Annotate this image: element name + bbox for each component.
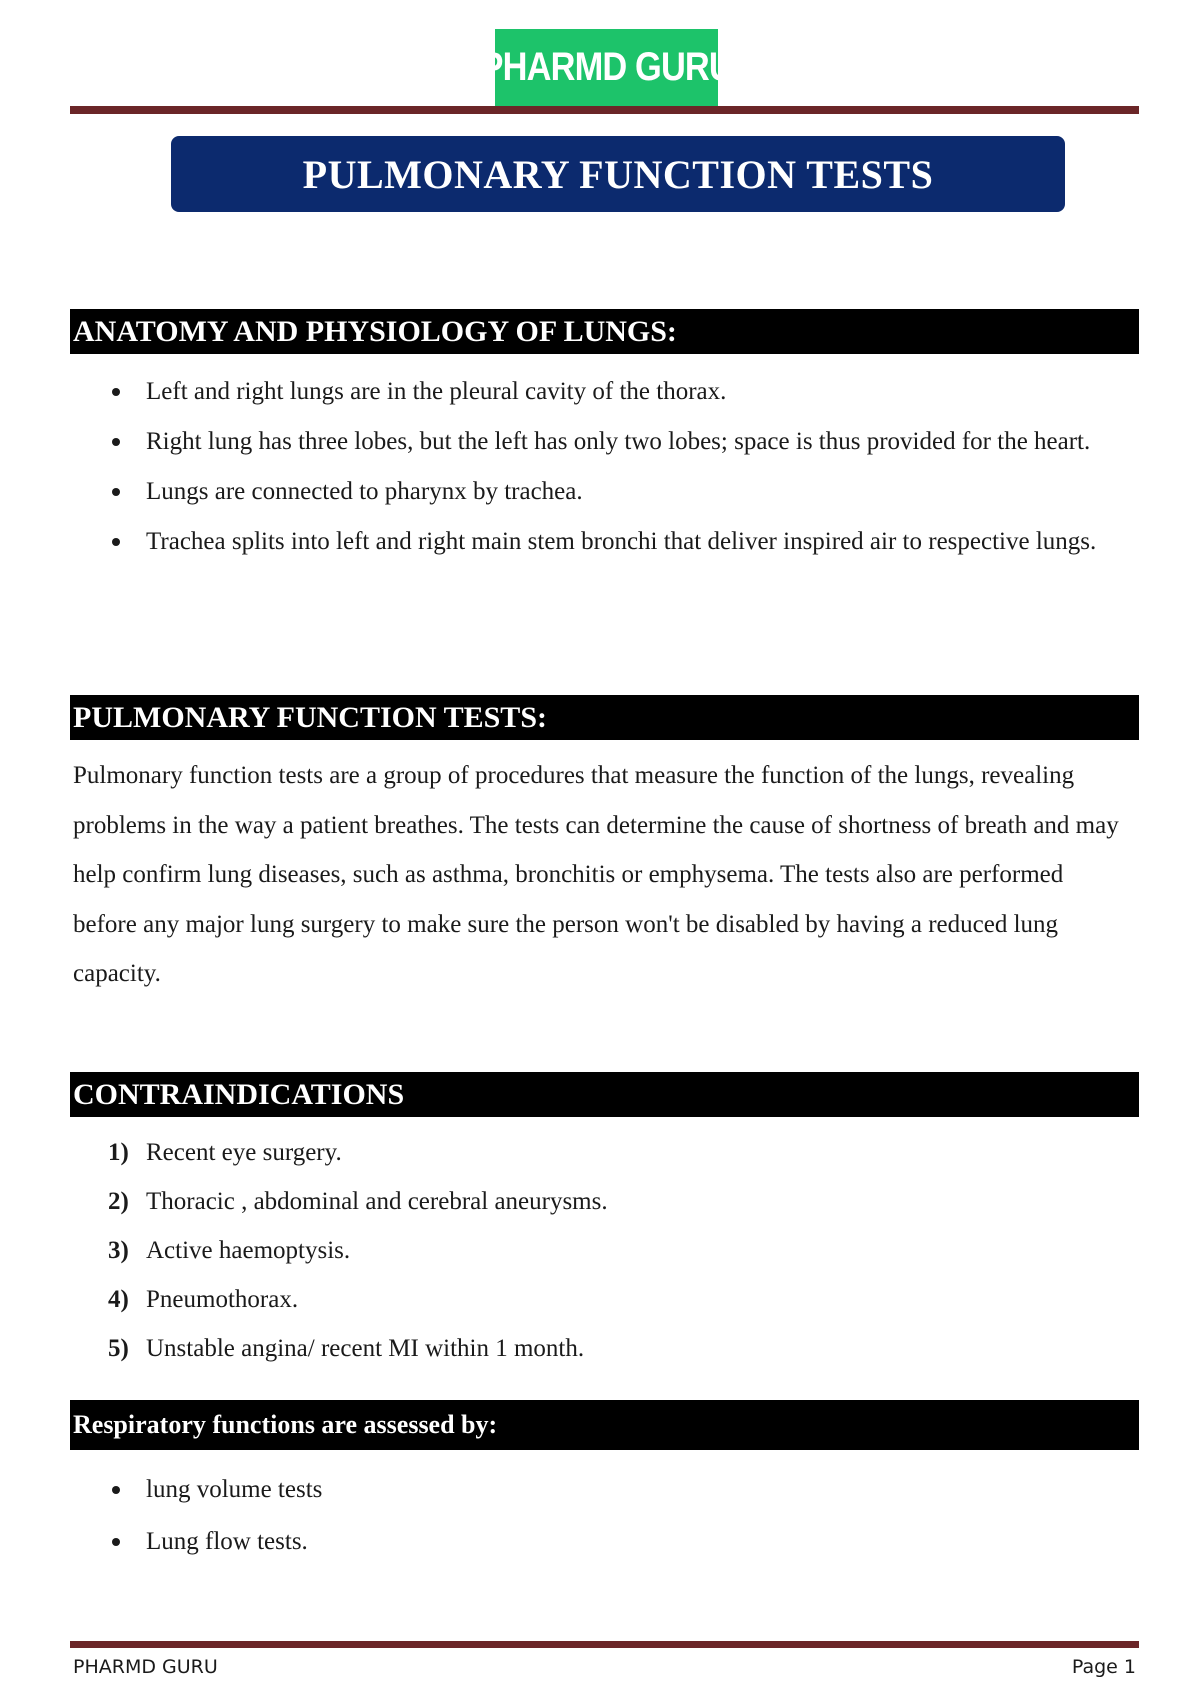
list-item: Lungs are connected to pharynx by trachea. [70, 467, 1139, 516]
footer-rule [70, 1641, 1139, 1648]
respiratory-list [70, 1465, 1139, 1569]
logo-text: PHARMD GURU [480, 45, 733, 89]
section-heading-anatomy: ANATOMY AND PHYSIOLOGY OF LUNGS: [70, 309, 1139, 354]
footer-brand: PHARMD GURU [73, 1656, 218, 1678]
item-number: 5) [108, 1335, 129, 1362]
item-text: Active haemoptysis. [146, 1237, 351, 1264]
item-text: Unstable angina/ recent MI within 1 month. [146, 1335, 585, 1362]
item-number: 2) [108, 1188, 129, 1215]
list-item: Right lung has three lobes, but the left has only two lobes; space is thus provided for the heart. [70, 417, 1139, 466]
list-item [70, 1226, 1139, 1275]
list-item: Lung flow tests. [70, 1517, 1139, 1566]
item-text: Recent eye surgery. [146, 1139, 342, 1166]
page-title: PULMONARY FUNCTION TESTS [171, 136, 1065, 212]
item-number: 1) [108, 1139, 129, 1166]
section-heading-pft: PULMONARY FUNCTION TESTS: [70, 695, 1139, 740]
list-item [70, 1324, 1139, 1373]
item-text: Thoracic , abdominal and cerebral aneurysms. [146, 1188, 608, 1215]
item-number: 4) [108, 1286, 129, 1313]
list-item [70, 1177, 1139, 1226]
header-rule [70, 106, 1139, 114]
list-item: Left and right lungs are in the pleural cavity of the thorax. [70, 367, 1139, 416]
item-text: Pneumothorax. [146, 1286, 299, 1313]
contraindications-list [70, 1128, 1139, 1373]
pft-paragraph: Pulmonary function tests are a group of procedures that measure the function of the lungs, revealing problems in the way a patient breathes. The tests can determine the cause of shortness of breath and may help confirm lung diseases, such as asthma, bronchitis or emphysema. The tests also are performed before any major lung surgery to make sure the person won't be disabled by having a reduced lung capacity. [73, 762, 1119, 987]
section-heading-contraindications: CONTRAINDICATIONS [70, 1072, 1139, 1117]
anatomy-list [70, 367, 1139, 567]
list-item: lung volume tests [70, 1465, 1139, 1514]
item-number: 3) [108, 1237, 129, 1264]
page-number: Page 1 [1071, 1656, 1136, 1678]
list-item: Trachea splits into left and right main stem bronchi that deliver inspired air to respective lungs. [70, 517, 1139, 566]
list-item [70, 1275, 1139, 1324]
pharmd-guru-logo [480, 29, 733, 106]
section-heading-respiratory: Respiratory functions are assessed by: [70, 1400, 1139, 1450]
list-item [70, 1128, 1139, 1177]
